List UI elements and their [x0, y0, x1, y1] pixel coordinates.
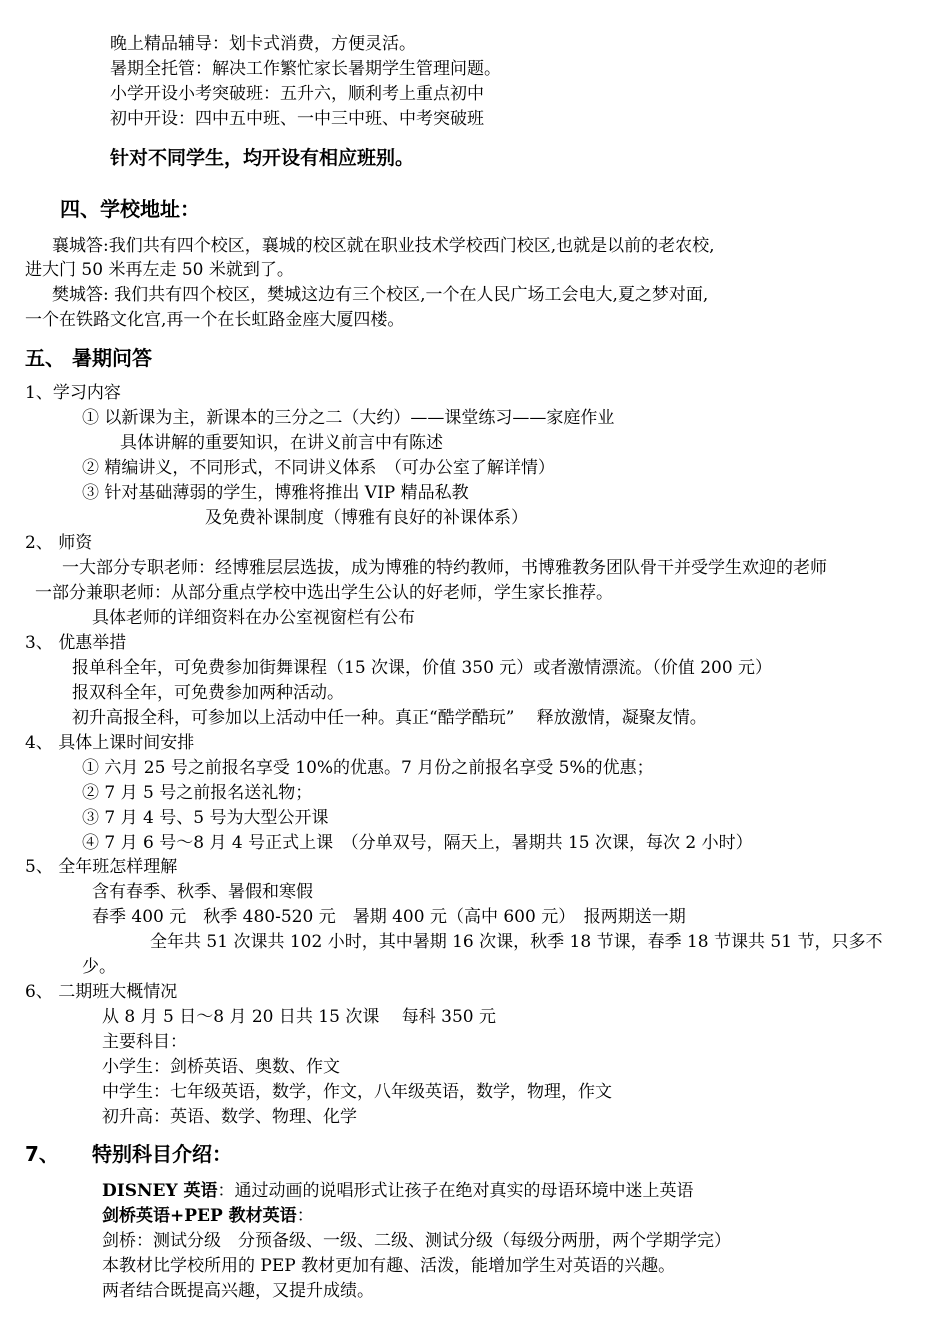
address-fancheng-line1: 樊城答: 我们共有四个校区，樊城这边有三个校区,一个在人民广场工会电大,夏之梦对面,	[52, 285, 709, 305]
q1-item-1: ① 以新课为主，新课本的三分之二（大约）——课堂练习——家庭作业	[82, 408, 615, 428]
q3-title: 3、 优惠举措	[25, 633, 127, 653]
q2-item-fulltime: 一大部分专职老师：经博雅层层选拔，成为博雅的特约教师，书博雅教务团队骨干并受学生欢迎的老师	[62, 558, 827, 578]
q4-title: 4、 具体上课时间安排	[25, 733, 195, 753]
q3-item-double: 报双科全年，可免费参加两种活动。	[72, 683, 344, 703]
q4-item-2: ② 7 月 5 号之前报名送礼物；	[82, 783, 313, 803]
section4-heading: 四、学校地址：	[60, 197, 200, 221]
section5-heading: 五、 暑期问答	[25, 346, 152, 370]
q3-item-fullsubject: 初升高报全科，可参加以上活动中任一种。真正“酷学酷玩” 释放激情，凝聚友情。	[72, 708, 707, 728]
cambridge-pep-colon: ：	[296, 1206, 314, 1226]
q5-item-summary: 全年共 51 次课共 102 小时，其中暑期 16 次课，秋季 18 节课，春季 18 节课共 51 节，只多不	[150, 932, 883, 952]
q5-item-summary-cont: 少。	[82, 957, 116, 977]
address-fancheng-line2: 一个在铁路文化宫,再一个在长虹路金座大厦四楼。	[25, 310, 405, 330]
q5-title: 5、 全年班怎样理解	[25, 857, 178, 877]
q1-item-2: ② 精编讲义，不同形式，不同讲义体系 （可办公室了解详情）	[82, 458, 555, 478]
q5-item-prices: 春季 400 元 秋季 480-520 元 暑期 400 元（高中 600 元） 报两期送一期	[92, 907, 686, 927]
disney-english-line	[102, 1180, 694, 1202]
q2-item-details: 具体老师的详细资料在办公室视窗栏有公布	[92, 608, 415, 628]
disney-english-desc: ：通过动画的说唱形式让孩子在绝对真实的母语环境中迷上英语	[217, 1181, 694, 1201]
q3-item-single: 报单科全年，可免费参加街舞课程（15 次课，价值 350 元）或者激情漂流。（价值 200 元）	[72, 658, 773, 678]
q4-item-1: ① 六月 25 号之前报名享受 10%的优惠。7 月份之前报名享受 5%的优惠；	[82, 758, 654, 778]
intro-line-summer-care: 暑期全托管：解决工作繁忙家长暑期学生管理问题。	[110, 59, 501, 79]
q6-item-subjects-label: 主要科目：	[102, 1032, 187, 1052]
q2-title: 2、 师资	[25, 533, 93, 553]
q6-item-primary: 小学生：剑桥英语、奥数、作文	[102, 1057, 340, 1077]
disney-english-label: DISNEY 英语	[102, 1181, 218, 1201]
address-xiangcheng-line2: 进大门 50 米再左走 50 米就到了。	[25, 260, 294, 280]
q5-item-seasons: 含有春季、秋季、暑假和寒假	[92, 882, 313, 902]
q6-title: 6、 二期班大概情况	[25, 982, 178, 1002]
q2-item-parttime: 一部分兼职老师：从部分重点学校中选出学生公认的好老师，学生家长推荐。	[35, 583, 613, 603]
intro-line-primary: 小学开设小考突破班：五升六，顺利考上重点初中	[110, 84, 484, 104]
cambridge-pep-label: 剑桥英语+PEP 教材英语	[102, 1206, 297, 1226]
textbook-compare-line: 本教材比学校所用的 PEP 教材更加有趣、活泼，能增加学生对英语的兴趣。	[102, 1256, 676, 1276]
q6-item-middle: 中学生：七年级英语，数学，作文，八年级英语，数学，物理，作文	[102, 1082, 612, 1102]
intro-line-junior: 初中开设：四中五中班、一中三中班、中考突破班	[110, 109, 484, 129]
combined-benefit-line: 两者结合既提高兴趣，又提升成绩。	[102, 1281, 374, 1301]
q6-item-senior: 初升高：英语、数学、物理、化学	[102, 1107, 357, 1127]
address-xiangcheng-line1: 襄城答:我们共有四个校区，襄城的校区就在职业技术学校西门校区,也就是以前的老农校,	[52, 236, 715, 256]
q4-item-3: ③ 7 月 4 号、5 号为大型公开课	[82, 808, 329, 828]
q1-title: 1、学习内容	[25, 383, 121, 403]
intro-emphasis: 针对不同学生，均开设有相应班别。	[110, 147, 415, 169]
q1-item-3-detail: 及免费补课制度（博雅有良好的补课体系）	[205, 508, 528, 528]
q1-item-1-detail: 具体讲解的重要知识，在讲义前言中有陈述	[120, 433, 443, 453]
q4-item-4: ④ 7 月 6 号～8 月 4 号正式上课 （分单双号，隔天上，暑期共 15 次课，每次 2 小时）	[82, 833, 753, 853]
intro-line-evening: 晚上精品辅导：划卡式消费，方便灵活。	[110, 34, 416, 54]
q1-item-3: ③ 针对基础薄弱的学生，博雅将推出 VIP 精品私教	[82, 483, 469, 503]
section7-number: 7、	[25, 1142, 59, 1166]
q6-item-dates: 从 8 月 5 日～8 月 20 日共 15 次课 每科 350 元	[102, 1007, 497, 1027]
cambridge-pep-line	[102, 1205, 314, 1227]
cambridge-levels-line: 剑桥：测试分级 分预备级、一级、二级、测试分级（每级分两册，两个学期学完）	[102, 1231, 731, 1251]
section7-heading: 特别科目介绍：	[92, 1142, 232, 1166]
